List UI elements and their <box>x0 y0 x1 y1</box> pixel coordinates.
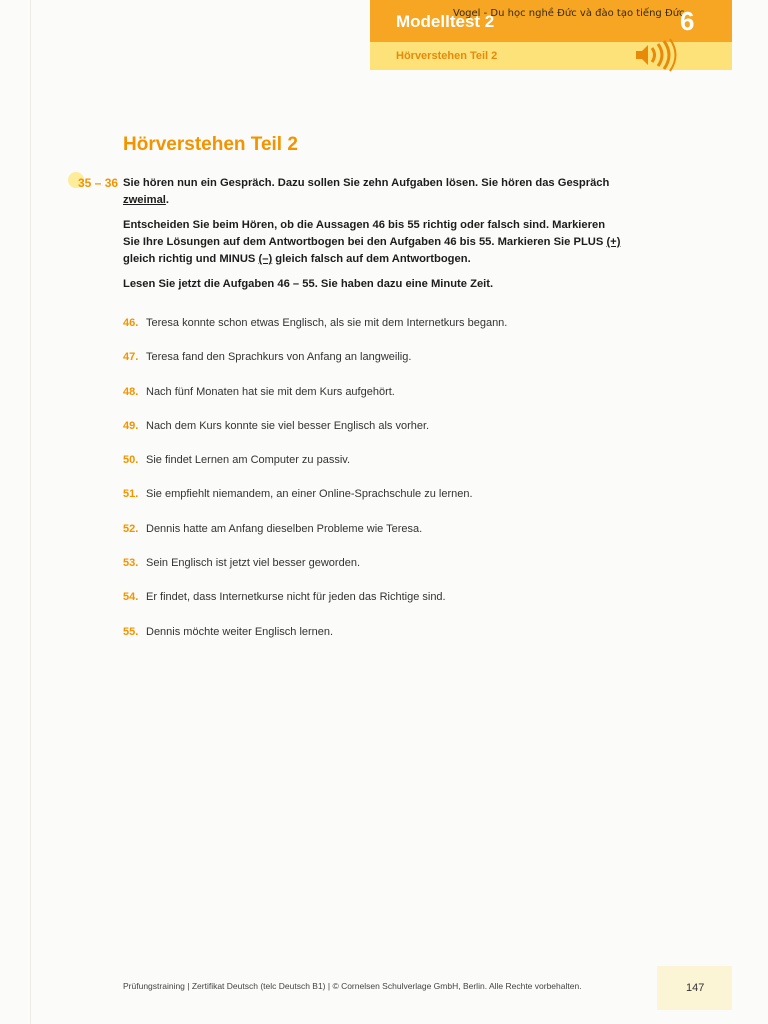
task-text: Sein Englisch ist jetzt viel besser geworden. <box>146 557 360 570</box>
watermark-text: Vogel - Du học nghề Đức và đào tạo tiếng Đức <box>453 8 685 19</box>
page-edge <box>30 0 31 1024</box>
speaker-icon <box>634 38 684 72</box>
task-number: 48. <box>123 385 139 398</box>
task-number: 51. <box>123 488 139 501</box>
task-text: Dennis hatte am Anfang dieselben Probleme wie Teresa. <box>146 522 423 535</box>
section-title: Hörverstehen Teil 2 <box>123 134 298 155</box>
instruction-paragraph-2 <box>123 217 623 268</box>
task-number: 47. <box>123 351 139 364</box>
task-text: Dennis möchte weiter Englisch lernen. <box>146 625 334 638</box>
instruction-text: gleich falsch auf dem Antwortbogen. <box>272 253 471 265</box>
instruction-text: Sie hören nun ein Gespräch. Dazu sollen Sie zehn Aufgaben lösen. Sie hören das Gespräch <box>123 177 610 189</box>
minus-symbol: (–) <box>258 253 273 265</box>
chapter-number: 6 <box>680 6 695 36</box>
task-text: Er findet, dass Internetkurse nicht für jeden das Richtige sind. <box>146 591 446 604</box>
task-number: 55. <box>123 625 139 638</box>
task-item <box>123 591 643 625</box>
header-title: Modelltest 2 <box>396 12 495 31</box>
instruction-text: Entscheiden Sie beim Hören, ob die Aussagen 46 bis 55 richtig oder falsch sind. Markieren Sie Ihre Lösungen auf dem Antwortbogen bei den Aufgaben 46 bis 55. Markieren Sie PLUS <box>123 219 607 248</box>
task-item <box>123 557 643 591</box>
audio-track-label: 35 – 36 <box>78 176 119 190</box>
task-item <box>123 420 643 454</box>
task-text: Teresa fand den Sprachkurs von Anfang an langweilig. <box>146 351 412 364</box>
subheader-title: Hörverstehen Teil 2 <box>396 50 498 62</box>
instruction-text: gleich richtig und MINUS <box>123 253 259 265</box>
task-text: Nach fünf Monaten hat sie mit dem Kurs aufgehört. <box>146 385 395 398</box>
task-text: Teresa konnte schon etwas Englisch, als sie mit dem Internetkurs begann. <box>146 317 508 329</box>
task-number: 52. <box>123 522 139 535</box>
task-item <box>123 317 643 351</box>
task-item <box>123 454 643 488</box>
page-number: 147 <box>686 982 705 994</box>
task-list <box>123 317 643 660</box>
task-number: 53. <box>123 557 139 570</box>
plus-symbol: (+) <box>606 236 621 248</box>
instruction-text: . <box>165 194 170 206</box>
task-item <box>123 626 643 660</box>
task-item <box>123 488 643 522</box>
task-item <box>123 523 643 557</box>
task-number: 46. <box>123 317 139 329</box>
task-number: 54. <box>123 591 139 604</box>
task-text: Sie empfiehlt niemandem, an einer Online-Sprachschule zu lernen. <box>146 488 473 501</box>
instruction-paragraph-3: Lesen Sie jetzt die Aufgaben 46 – 55. Sie haben dazu eine Minute Zeit. <box>123 278 494 290</box>
task-number: 50. <box>123 454 139 467</box>
instruction-paragraph-1 <box>123 175 623 209</box>
task-item <box>123 351 643 385</box>
task-text: Sie findet Lernen am Computer zu passiv. <box>146 454 351 467</box>
task-text: Nach dem Kurs konnte sie viel besser Englisch als vorher. <box>146 419 430 432</box>
task-item <box>123 386 643 420</box>
task-number: 49. <box>123 419 139 432</box>
instruction-emphasis: zweimal <box>123 194 166 206</box>
footer-text: Prüfungstraining | Zertifikat Deutsch (telc Deutsch B1) | © Cornelsen Schulverlage GmbH, Berlin. Alle Rechte vorbehalten. <box>123 981 582 991</box>
